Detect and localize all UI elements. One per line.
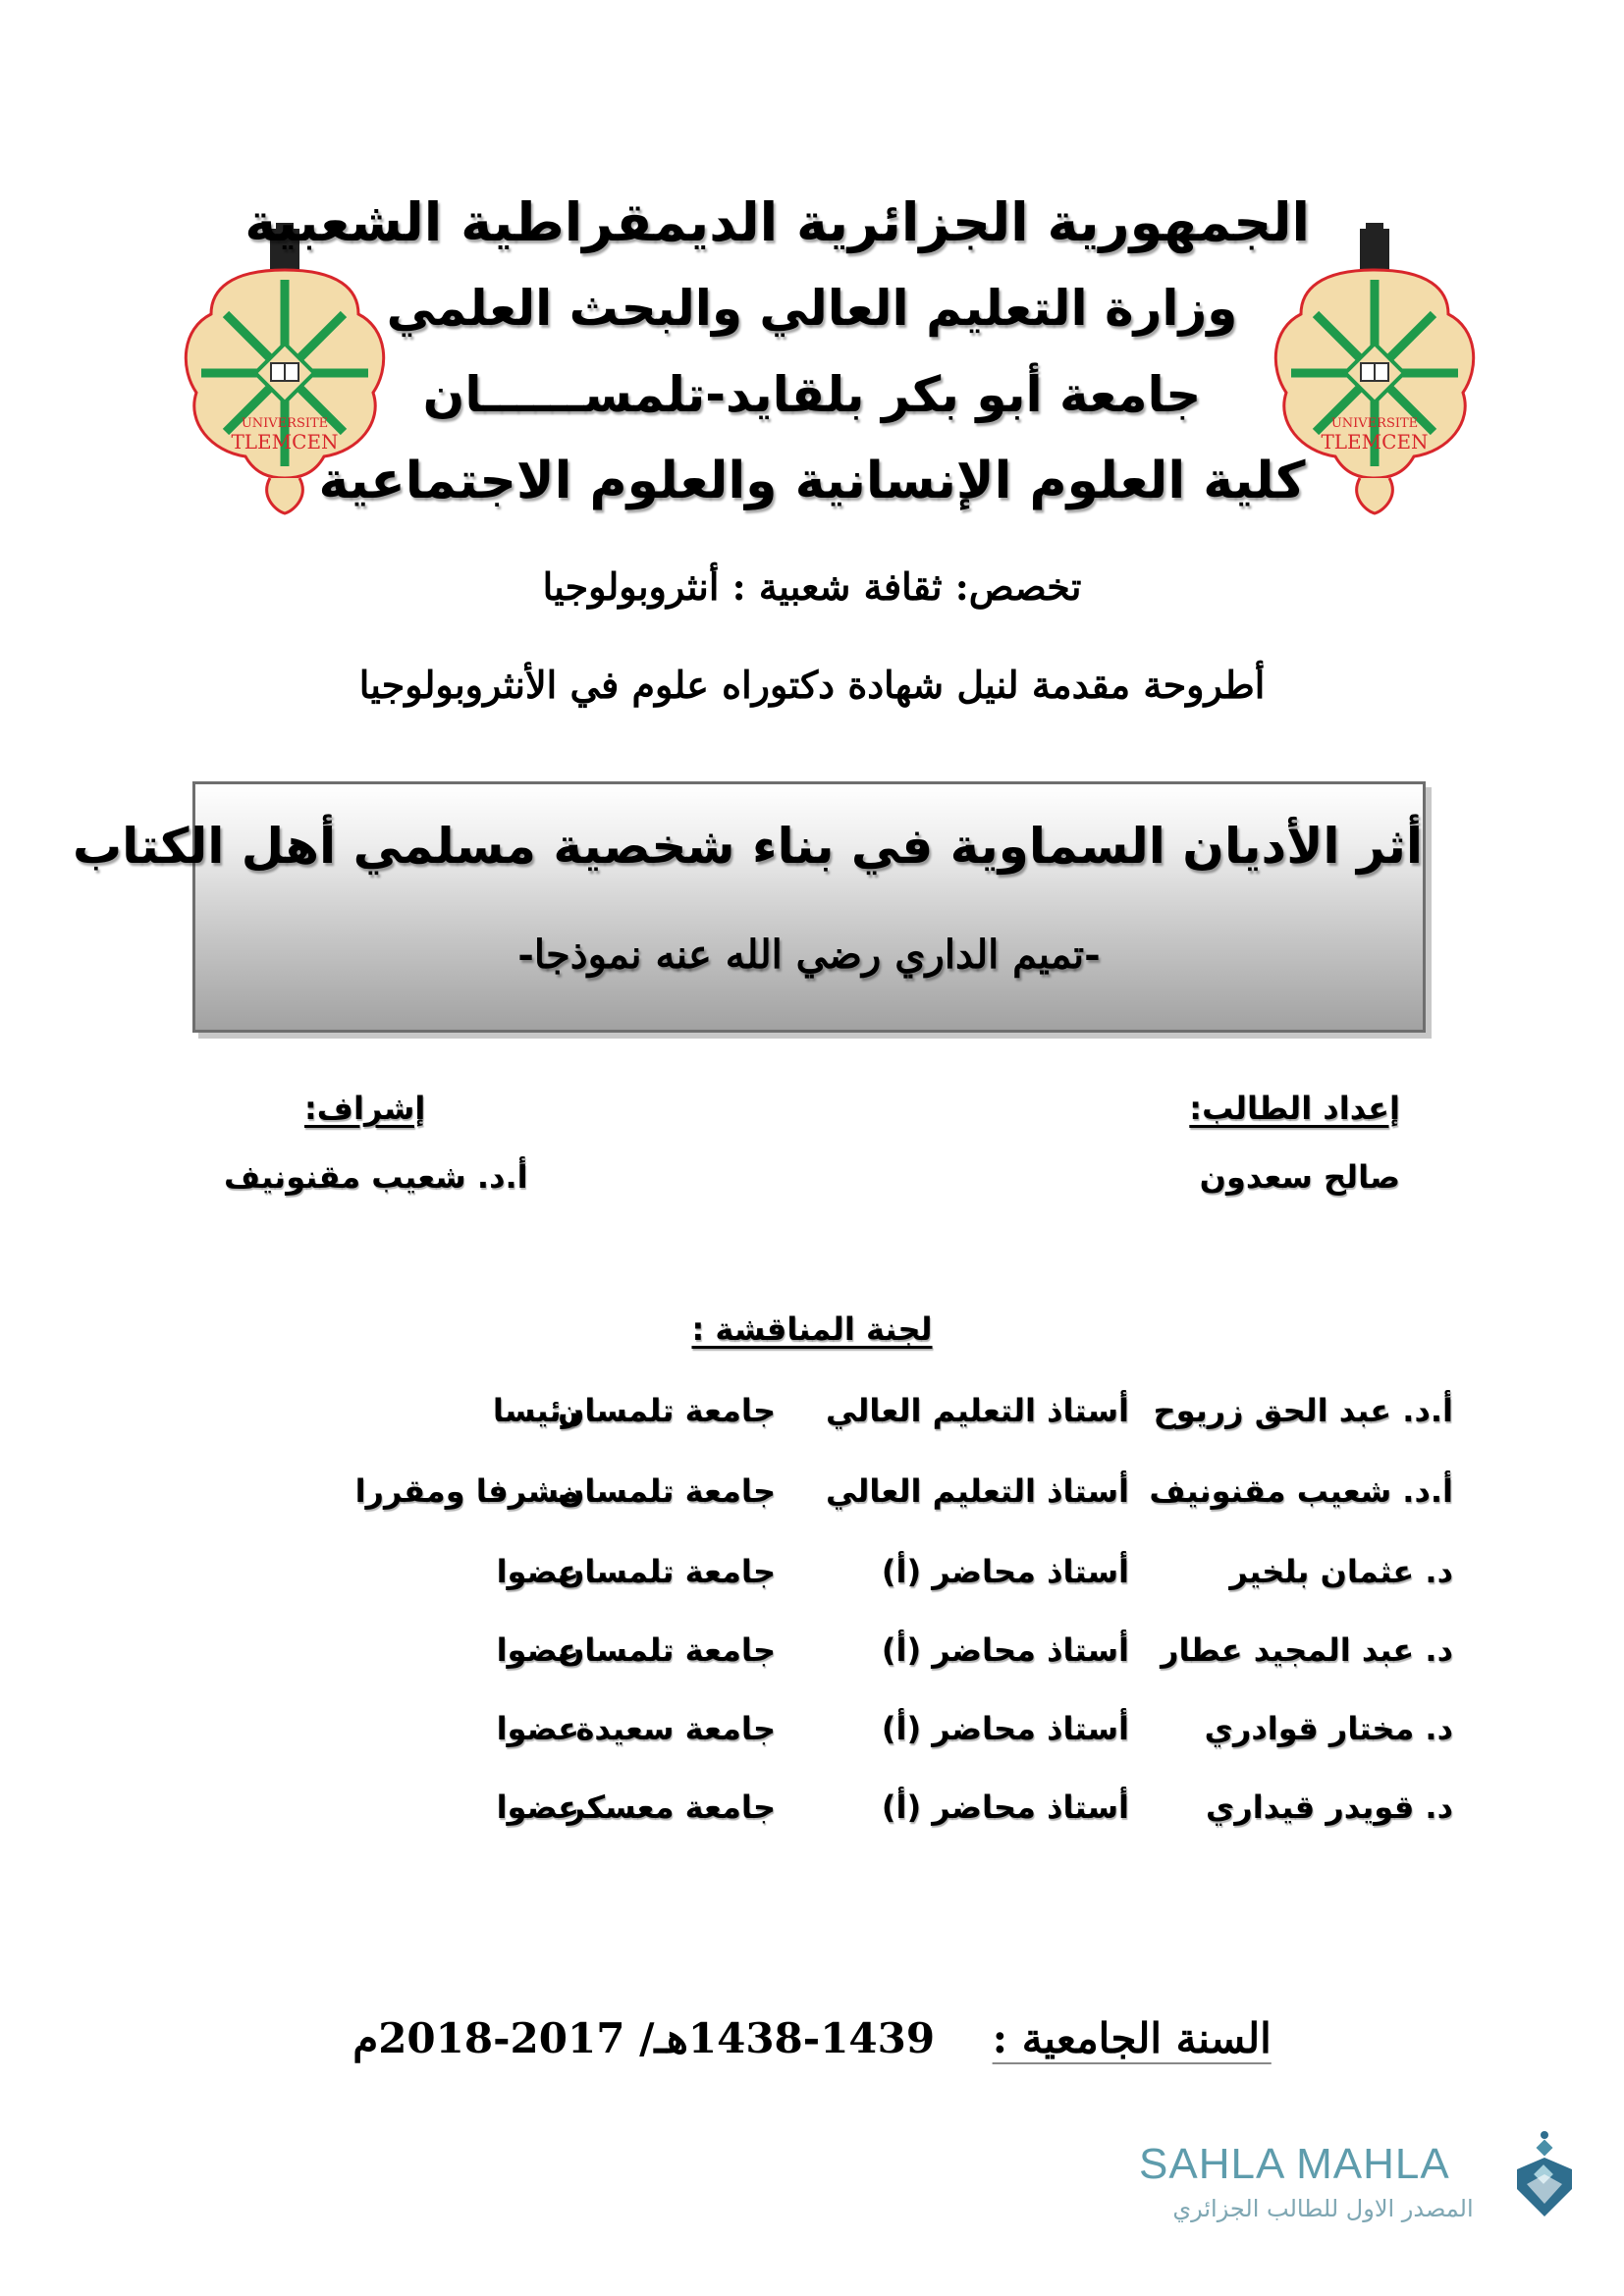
member-university: جامعة تلمسان bbox=[558, 1631, 776, 1669]
committee-row bbox=[118, 1553, 1453, 1602]
specialty-line: تخصص: ثقافة شعبية : أنثروبولوجيا bbox=[542, 564, 1082, 609]
member-rank: أستاذ محاضر (أ) bbox=[881, 1631, 1129, 1669]
committee-heading: لجنة المناقشة : bbox=[691, 1310, 933, 1348]
thesis-subtitle: -تميم الداري رضي الله عنه نموذجا- bbox=[517, 932, 1101, 978]
academic-year bbox=[0, 2014, 1624, 2062]
committee-row bbox=[118, 1392, 1453, 1441]
watermark-brand: SAHLA MAHLA bbox=[1139, 2140, 1450, 2188]
member-rank: أستاذ محاضر (أ) bbox=[881, 1553, 1129, 1590]
member-name: أ.د. شعيب مقنونيف bbox=[1149, 1472, 1453, 1510]
sahla-mahla-logo-icon bbox=[1507, 2130, 1576, 2218]
committee-row bbox=[118, 1631, 1453, 1681]
svg-text:TLEMCEN: TLEMCEN bbox=[231, 430, 339, 454]
member-role: عضوا bbox=[496, 1710, 579, 1747]
committee-row bbox=[118, 1472, 1453, 1522]
svg-text:UNIVERSITE: UNIVERSITE bbox=[1330, 416, 1419, 431]
member-name: د. عبد المجيد عطار bbox=[1161, 1631, 1453, 1669]
svg-text:UNIVERSITE: UNIVERSITE bbox=[241, 416, 329, 431]
supervisor-name: أ.د. شعيب مقنونيف bbox=[224, 1158, 528, 1196]
member-role: مشرفا ومقررا bbox=[354, 1472, 579, 1510]
student-name: صالح سعدون bbox=[1199, 1158, 1400, 1196]
prepared-by-label: إعداد الطالب: bbox=[1189, 1090, 1400, 1127]
committee-row bbox=[118, 1710, 1453, 1759]
member-rank: أستاذ التعليم العالي bbox=[826, 1392, 1129, 1429]
faculty-name: كلية العلوم الإنسانية والعلوم الاجتماعية bbox=[318, 452, 1306, 510]
committee-row bbox=[118, 1789, 1453, 1838]
member-rank: أستاذ محاضر (أ) bbox=[881, 1789, 1129, 1826]
ministry-name: وزارة التعليم العالي والبحث العلمي bbox=[386, 280, 1238, 337]
member-university: جامعة تلمسان bbox=[558, 1472, 776, 1510]
committee-heading-wrap bbox=[0, 1310, 1624, 1348]
academic-year-label: السنة الجامعية : bbox=[992, 2014, 1272, 2062]
member-university: جامعة سعيدة bbox=[575, 1710, 776, 1747]
member-name: د. مختار قوادري bbox=[1204, 1710, 1453, 1747]
member-name: أ.د. عبد الحق زريوح bbox=[1153, 1392, 1453, 1429]
member-rank: أستاذ التعليم العالي bbox=[826, 1472, 1129, 1510]
member-university: جامعة معسكر bbox=[567, 1789, 776, 1826]
member-role: عضوا bbox=[496, 1789, 579, 1826]
member-role: عضوا bbox=[496, 1553, 579, 1590]
member-university: جامعة تلمسان bbox=[558, 1392, 776, 1429]
thesis-title: أثر الأديان السماوية في بناء شخصية مسلمي أهل الكتاب bbox=[72, 818, 1423, 875]
university-name: جامعة أبو بكر بلقايد-تلمســــــان bbox=[422, 366, 1202, 423]
country-name: الجمهورية الجزائرية الديمقراطية الشعبية bbox=[244, 191, 1310, 253]
member-university: جامعة تلمسان bbox=[558, 1553, 776, 1590]
thesis-statement: أطروحة مقدمة لنيل شهادة دكتوراه علوم في الأنثروبولوجيا bbox=[358, 663, 1266, 707]
svg-text:TLEMCEN: TLEMCEN bbox=[1321, 430, 1429, 454]
member-role: رئيسا bbox=[492, 1392, 579, 1429]
sahla-mahla-watermark bbox=[1129, 2130, 1571, 2248]
supervisor-label: إشراف: bbox=[304, 1090, 426, 1127]
academic-year-value: 1438-1439هـ/ 2017-2018م bbox=[352, 2014, 936, 2062]
watermark-tagline: المصدر الاول للطالب الجزائري bbox=[1172, 2195, 1474, 2222]
member-role: عضوا bbox=[496, 1631, 579, 1669]
member-name: د. قويدر قيداري bbox=[1205, 1789, 1453, 1826]
member-name: د. عثمان بلخير bbox=[1229, 1553, 1453, 1590]
member-rank: أستاذ محاضر (أ) bbox=[881, 1710, 1129, 1747]
thesis-title-box bbox=[72, 781, 1426, 1033]
